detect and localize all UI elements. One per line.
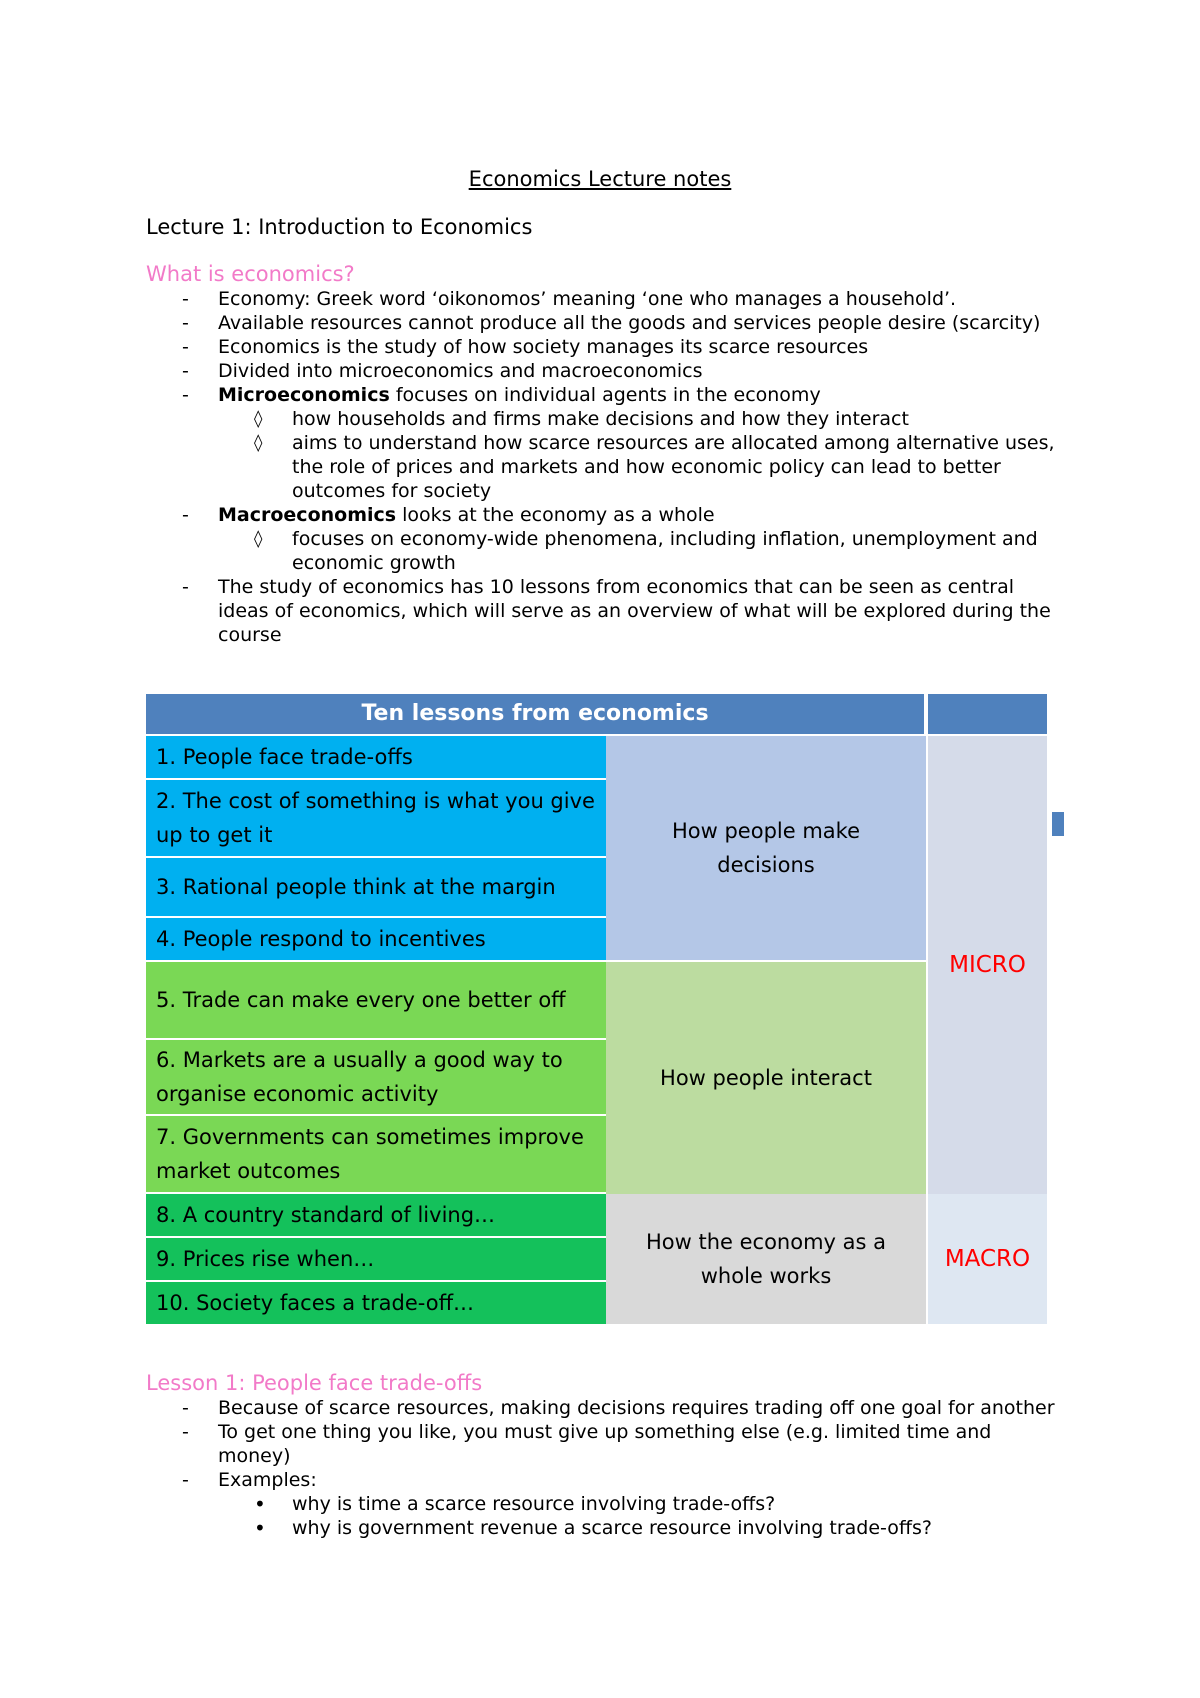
lesson-text: 10. Society faces a trade-off…	[156, 1291, 475, 1315]
sub-list-item-text: why is government revenue a scarce resource involving trade-offs?	[292, 1517, 932, 1539]
group-economy-whole	[606, 1194, 926, 1324]
sub-list-item	[146, 1516, 1066, 1540]
list-item	[146, 1468, 1066, 1492]
list-item-text: Because of scarce resources, making decisions requires trading off one goal for another	[218, 1397, 1055, 1419]
lesson-text: 3. Rational people think at the margin	[156, 875, 556, 899]
ten-lessons-table	[146, 694, 1047, 1324]
what-is-economics-list	[146, 287, 1066, 647]
lesson-row	[146, 918, 606, 962]
section-heading-lesson-1: Lesson 1: People face trade-offs	[146, 1371, 483, 1395]
group-decisions	[606, 736, 926, 960]
dash-marker: -	[182, 504, 189, 526]
lesson-row	[146, 1116, 606, 1194]
diamond-marker: ◊	[254, 529, 263, 549]
macroeconomics-term: Macroeconomics	[218, 504, 397, 526]
sub-list-item-text: aims to understand how scarce resources are allocated among alternative uses, the role of prices and markets and how economic policy can lead to better outcomes for society	[292, 432, 1055, 502]
page-title: Economics Lecture notes	[468, 167, 732, 191]
list-item	[146, 1420, 1066, 1468]
lesson-text: 4. People respond to incentives	[156, 927, 486, 951]
dash-marker: -	[182, 1421, 189, 1443]
microeconomics-description: focuses on individual agents in the economy	[389, 384, 821, 406]
dash-marker: -	[182, 336, 189, 358]
lesson-row	[146, 736, 606, 780]
dash-marker: -	[182, 384, 189, 406]
list-item-text: The study of economics has 10 lessons from economics that can be seen as central ideas of economics, which will serve as an overview of what will be explored during the course	[218, 576, 1051, 646]
list-item-microeconomics	[146, 383, 1066, 407]
list-item	[146, 359, 1066, 383]
bullet-marker: •	[254, 1516, 266, 1540]
dash-marker: -	[182, 288, 189, 310]
group-label: How people interact	[660, 1066, 872, 1090]
lesson-row	[146, 1040, 606, 1116]
group-label: How the economy as a whole works	[645, 1230, 886, 1288]
table-header: Ten lessons from economics	[146, 694, 926, 734]
lesson-row	[146, 962, 606, 1040]
table-header-blank	[928, 694, 1047, 734]
lesson-row	[146, 1282, 606, 1324]
side-mark	[1052, 812, 1064, 836]
group-label: How people make decisions	[671, 819, 860, 877]
list-item-text: Examples:	[218, 1469, 317, 1491]
lesson-row	[146, 1194, 606, 1238]
dash-marker: -	[182, 360, 189, 382]
lesson-text: 6. Markets are a usually a good way to organise economic activity	[156, 1048, 563, 1106]
lesson-text: 1. People face trade-offs	[156, 745, 413, 769]
diamond-marker: ◊	[254, 433, 263, 453]
list-item-text: Economy: Greek word ‘oikonomos’ meaning ‘one who manages a household’.	[218, 288, 957, 310]
lesson-text: 5. Trade can make every one better off	[156, 988, 566, 1012]
sub-list-item-text: focuses on economy-wide phenomena, including inflation, unemployment and economic growth	[292, 528, 1038, 574]
sub-list-item-text: why is time a scarce resource involving trade-offs?	[292, 1493, 776, 1515]
sub-list-item-text: how households and firms make decisions and how they interact	[292, 408, 909, 430]
diamond-marker: ◊	[254, 409, 263, 429]
list-item-text: Available resources cannot produce all the goods and services people desire (scarcity)	[218, 312, 1041, 334]
sub-list-item	[146, 407, 1066, 431]
lesson-text: 8. A country standard of living…	[156, 1203, 496, 1227]
sub-list-item	[146, 527, 1066, 575]
dash-marker: -	[182, 1397, 189, 1419]
section-heading-what-is-economics: What is economics?	[146, 262, 355, 286]
lesson-text: 7. Governments can sometimes improve market outcomes	[156, 1125, 584, 1183]
lesson-row	[146, 780, 606, 858]
dash-marker: -	[182, 312, 189, 334]
microeconomics-term: Microeconomics	[218, 384, 390, 406]
lesson-text: 9. Prices rise when…	[156, 1247, 375, 1271]
list-item	[146, 575, 1066, 647]
list-item	[146, 1396, 1066, 1420]
list-item-text: Divided into microeconomics and macroeconomics	[218, 360, 703, 382]
group-interact	[606, 962, 926, 1194]
lecture-heading: Lecture 1: Introduction to Economics	[146, 215, 533, 239]
macroeconomics-description: looks at the economy as a whole	[396, 504, 715, 526]
sub-list-item	[146, 1492, 1066, 1516]
bullet-marker: •	[254, 1492, 266, 1516]
list-item-macroeconomics	[146, 503, 1066, 527]
lesson-text: 2. The cost of something is what you give up to get it	[156, 789, 595, 847]
list-item-text: To get one thing you like, you must give up something else (e.g. limited time and money)	[218, 1421, 992, 1467]
macro-label: MACRO	[928, 1194, 1047, 1324]
dash-marker: -	[182, 1469, 189, 1491]
lesson-1-list	[146, 1396, 1066, 1540]
lesson-row	[146, 858, 606, 918]
list-item-text: Economics is the study of how society manages its scarce resources	[218, 336, 869, 358]
list-item	[146, 287, 1066, 311]
dash-marker: -	[182, 576, 189, 598]
list-item	[146, 335, 1066, 359]
micro-label: MICRO	[928, 736, 1047, 1194]
sub-list-item	[146, 431, 1066, 503]
lesson-row	[146, 1238, 606, 1282]
list-item	[146, 311, 1066, 335]
